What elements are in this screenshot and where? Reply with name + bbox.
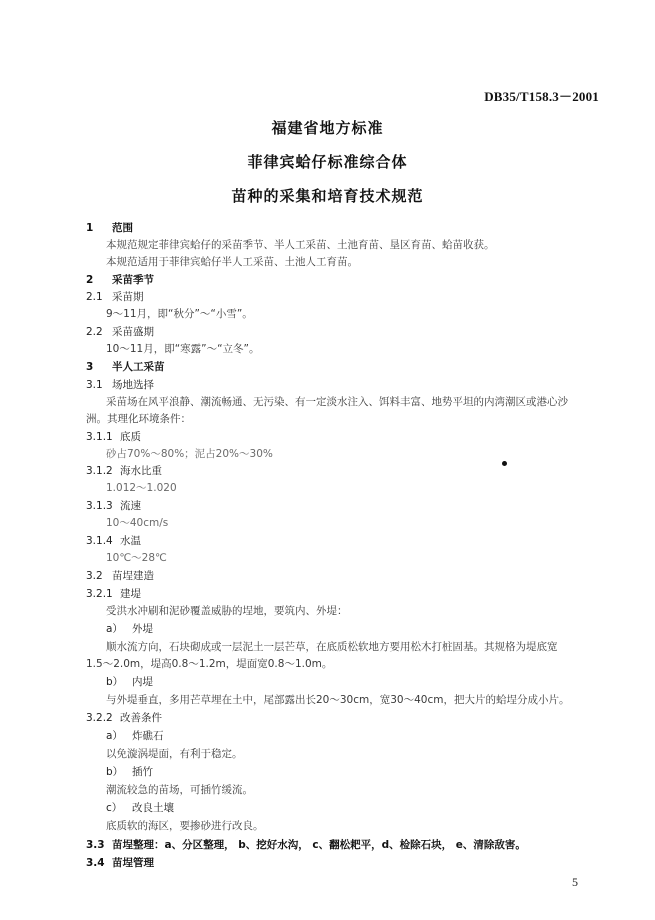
- ink-dot: [502, 461, 507, 466]
- subsection-number: 3.2: [86, 570, 103, 582]
- subsection-number: 3.1.3: [86, 500, 113, 512]
- section-title: 采苗季节: [112, 274, 154, 286]
- list-item-heading: [106, 801, 174, 815]
- subsection-title: 建堤: [120, 588, 141, 600]
- paragraph: 洲。其理化环境条件：: [86, 413, 191, 425]
- paragraph: 以免漩涡堤面，有利于稳定。: [106, 748, 243, 760]
- subsection-title: 底质: [120, 431, 141, 443]
- list-item-title: 外堤: [132, 623, 153, 635]
- subsection-title: 苗埕管理: [112, 857, 154, 869]
- title-line-3: 苗种的采集和培育技术规范: [231, 187, 424, 205]
- paragraph: 本规范规定菲律宾蛤仔的采苗季节、半人工采苗、土池育苗、垦区育苗、蛤苗收获。: [106, 239, 495, 251]
- paragraph: 潮流较急的苗场，可插竹缓流。: [106, 784, 253, 796]
- subsection-number: 3.1.2: [86, 465, 113, 477]
- subsection-number: 3.4: [86, 857, 105, 869]
- list-item-heading: [106, 729, 164, 743]
- subsection-number: 3.1.4: [86, 535, 113, 547]
- section-heading: [86, 360, 165, 374]
- paragraph: 受洪水冲刷和泥砂覆盖威胁的埕地，要筑内、外堤：: [106, 605, 348, 617]
- subsection-title: 苗埕整理：a、分区整理， b、挖好水沟， c、翻松耙平，d、检除石块， e、清除敌害。: [112, 839, 526, 851]
- list-item-title: 插竹: [132, 766, 153, 778]
- paragraph: 砂占70%～80%；泥占20%～30%: [106, 448, 273, 460]
- title-line-2: 菲律宾蛤仔标准综合体: [247, 153, 408, 171]
- document-code: DB35/T158.3－2001: [484, 89, 599, 104]
- section-heading: [86, 221, 133, 235]
- subsection-title: 采苗期: [112, 291, 144, 303]
- list-marker: a）: [106, 623, 123, 635]
- subsection-title: 采苗盛期: [112, 326, 154, 338]
- list-item-title: 改良土壤: [132, 802, 174, 814]
- subsection-heading: [86, 430, 141, 444]
- paragraph: 9～11月，即“秋分”～“小雪”。: [106, 308, 253, 320]
- paragraph: 10℃～28℃: [106, 552, 167, 564]
- subsection-title: 改善条件: [120, 712, 162, 724]
- list-marker: c）: [106, 802, 123, 814]
- section-number: 1: [86, 222, 94, 234]
- list-item-title: 内堤: [132, 676, 153, 688]
- subsection-heading: [86, 378, 154, 392]
- subsection-heading: [86, 838, 526, 852]
- list-item-heading: [106, 675, 153, 689]
- subsection-heading: [86, 856, 154, 870]
- list-marker: b）: [106, 676, 124, 688]
- section-heading: [86, 273, 154, 287]
- section-title: 半人工采苗: [112, 361, 165, 373]
- paragraph: 10～40cm/s: [106, 517, 169, 529]
- subsection-title: 苗埕建造: [112, 570, 154, 582]
- paragraph: 本规范适用于菲律宾蛤仔半人工采苗、土池人工育苗。: [106, 256, 358, 268]
- subsection-number: 3.1: [86, 379, 103, 391]
- list-item-heading: [106, 622, 153, 636]
- subsection-heading: [86, 711, 162, 725]
- subsection-number: 3.2.1: [86, 588, 113, 600]
- section-number: 2: [86, 274, 94, 286]
- subsection-heading: [86, 569, 154, 583]
- paragraph: 1.012～1.020: [106, 482, 177, 494]
- subsection-heading: [86, 464, 162, 478]
- subsection-title: 海水比重: [120, 465, 162, 477]
- subsection-heading: [86, 587, 141, 601]
- subsection-title: 流速: [120, 500, 141, 512]
- subsection-number: 3.3: [86, 839, 105, 851]
- section-number: 3: [86, 361, 94, 373]
- subsection-heading: [86, 290, 144, 304]
- title-line-1: 福建省地方标准: [271, 119, 384, 137]
- subsection-heading: [86, 534, 141, 548]
- subsection-heading: [86, 325, 154, 339]
- list-marker: a）: [106, 730, 123, 742]
- subsection-title: 水温: [120, 535, 141, 547]
- paragraph: 采苗场在风平浪静、潮流畅通、无污染、有一定淡水注入、饵料丰富、地势平坦的内湾潮区或港心沙: [106, 396, 568, 408]
- paragraph: 1.5～2.0m，堤高0.8～1.2m，堤面宽0.8～1.0m。: [86, 658, 333, 670]
- subsection-heading: [86, 499, 141, 513]
- subsection-number: 2.1: [86, 291, 103, 303]
- subsection-number: 3.1.1: [86, 431, 113, 443]
- subsection-title: 场地选择: [112, 379, 154, 391]
- paragraph: 10～11月，即“寒露”～“立冬”。: [106, 343, 260, 355]
- subsection-number: 3.2.2: [86, 712, 113, 724]
- paragraph: 底质软的海区，要掺砂进行改良。: [106, 820, 264, 832]
- list-marker: b）: [106, 766, 124, 778]
- list-item-title: 炸礁石: [132, 730, 164, 742]
- page-number: 5: [572, 875, 578, 889]
- subsection-number: 2.2: [86, 326, 103, 338]
- paragraph: 与外堤垂直，多用芒草埋在土中，尾部露出长20～30cm，宽30～40cm，把大片的蛤埕分成小片。: [106, 694, 570, 706]
- paragraph: 顺水流方向，石块砌成或一层泥土一层芒草，在底质松软地方要用松木打桩固基。其规格为堤底宽: [106, 641, 558, 653]
- section-title: 范围: [112, 222, 133, 234]
- list-item-heading: [106, 765, 153, 779]
